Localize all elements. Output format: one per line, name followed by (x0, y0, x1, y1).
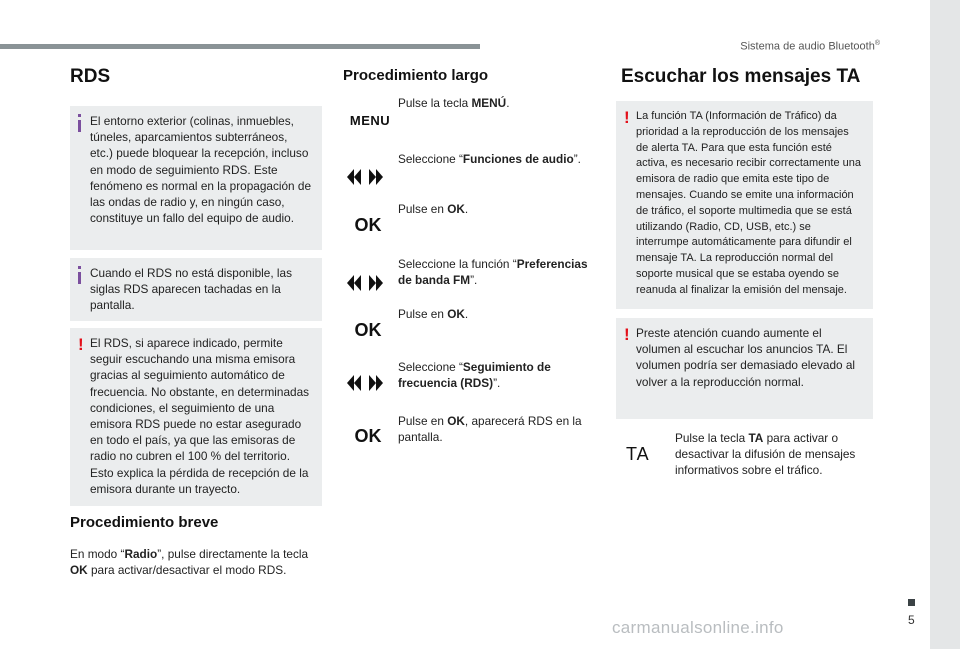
info-text: El entorno exterior (colinas, inmuebles, túneles, aparcamientos subterráneos, etc.) puede bloquear la recepción, incluso en modo de seguimiento RDS. Este fenómeno es normal en la propagación de las ondas de radio y, en ningún caso, constituye un fallo del equipo de audio. (90, 114, 312, 226)
warning-text: Preste atención cuando aumente el volumen al escuchar los anuncios TA. El volumen podría ser demasiado elevado al volver a la reproducción normal. (636, 326, 856, 389)
breve-paragraph: En modo “Radio”, pulse directamente la tecla OK para activar/desactivar el modo RDS. (70, 547, 309, 578)
step-4: Seleccione la función “Preferencias de banda FM”. (398, 257, 588, 288)
warning-box-rds (70, 328, 322, 506)
arrows-left-right-icon (340, 169, 390, 185)
heading-escuchar-ta: Escuchar los mensajes TA (621, 66, 861, 87)
warning-text: El RDS, si aparece indicado, permite seguir escuchando una misma emisora gracias al seguimiento automático de frecuencia. No obstante, en determinadas condiciones, el seguimiento de una emisora RDS puede no estar asegurado en todo el país, ya que las emisoras de radio no cubren el 100 % del territorio. Esto explica la pérdida de recepción de la emisora durante un trayecto. (90, 336, 310, 496)
arrows-left-right-icon (340, 275, 390, 291)
arrows-left-right-icon (340, 375, 390, 391)
step-6: Seleccione “Seguimiento de frecuencia (RDS)”. (398, 360, 551, 391)
heading-procedimiento-breve: Procedimiento breve (70, 514, 219, 531)
warning-text: La función TA (Información de Tráfico) da prioridad a la reproducción de los mensajes de alerta TA. Para que esta función esté activa, es necesario recibir correctamente una emisora de radio que emita este tipo de mensajes. Cuando se emite una información de tráfico, el soporte multimedia que se está utilizando (Radio, CD, USB, etc.) se interrumpe automáticamente para difundir el mensaje TA. La reproducción normal del soporte musical que se estaba oyendo se reanuda al finalizar la emisión del mensaje. (636, 110, 861, 296)
ok-key-icon: OK (354, 320, 382, 340)
section-title: Sistema de audio Bluetooth® (740, 40, 880, 53)
step-2: Seleccione “Funciones de audio”. (398, 152, 581, 166)
info-box-entorno (70, 106, 322, 250)
header-bar (0, 44, 480, 49)
heading-rds: RDS (70, 66, 111, 87)
page-number: 5 (908, 613, 915, 627)
step-1: Pulse la tecla MENÚ. (398, 96, 510, 110)
ok-key-icon: OK (354, 426, 382, 446)
warning-box-ta-volumen (616, 318, 873, 419)
page-marker-icon (908, 599, 915, 606)
step-7: Pulse en OK, aparecerá RDS en la pantalla. (398, 414, 582, 445)
info-text: Cuando el RDS no está disponible, las siglas RDS aparecen tachadas en la pantalla. (90, 266, 292, 313)
ta-key-icon: TA (626, 444, 650, 464)
page-edge-strip (930, 0, 960, 649)
warning-icon: ! (78, 335, 84, 354)
watermark: carmanualsonline.info (612, 618, 784, 637)
info-box-rds-no-disponible (70, 258, 322, 321)
warning-icon: ! (624, 108, 630, 127)
step-5: Pulse en OK. (398, 307, 469, 321)
heading-procedimiento-largo: Procedimiento largo (343, 67, 489, 84)
menu-key-icon: MENU (349, 113, 391, 128)
ok-key-icon: OK (354, 215, 382, 235)
warning-box-ta-info (616, 101, 873, 309)
step-3: Pulse en OK. (398, 202, 469, 216)
ta-paragraph: Pulse la tecla TA para activar o desactivar la difusión de mensajes informativos sobre el tráfico. (675, 431, 856, 478)
warning-icon: ! (624, 325, 630, 344)
